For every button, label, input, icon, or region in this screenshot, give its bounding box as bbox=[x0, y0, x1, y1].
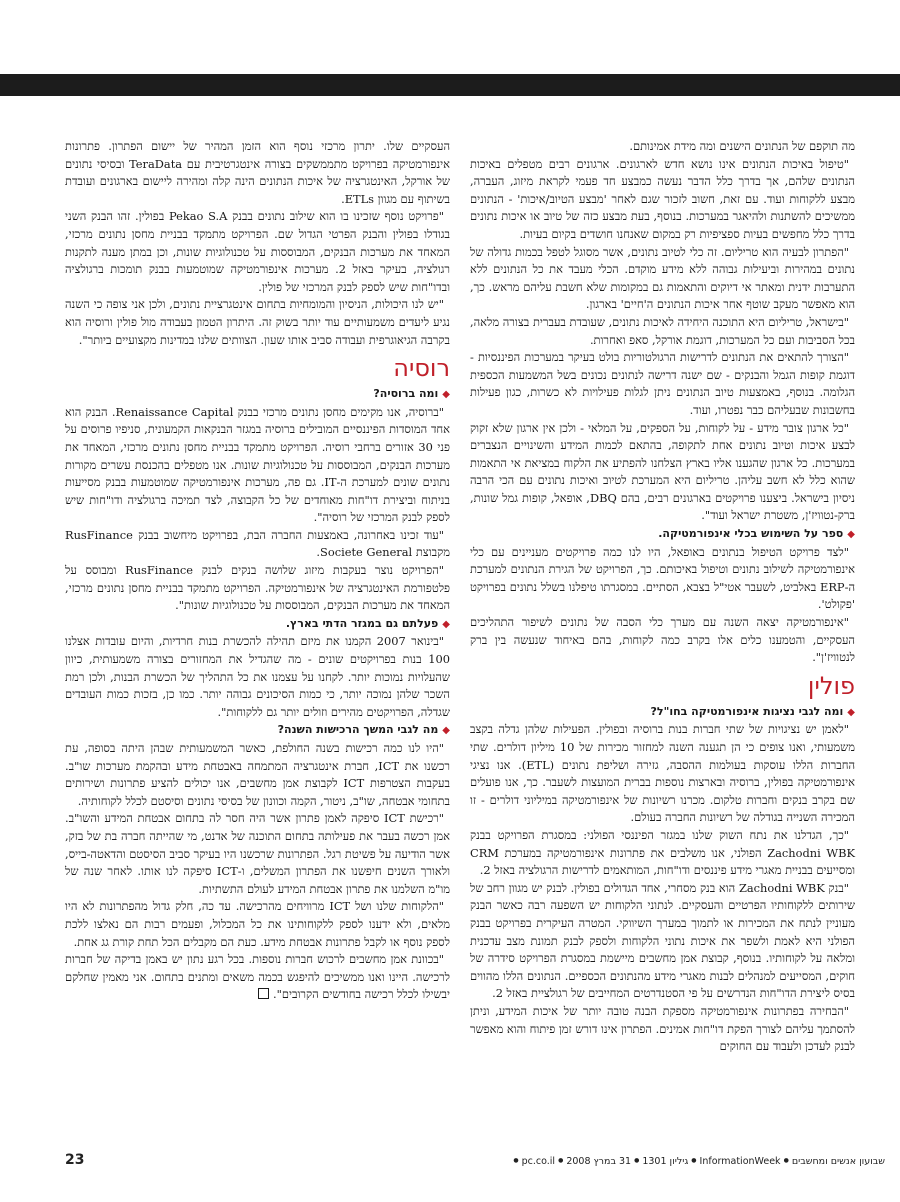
question-text: מה לגבי המשך הרכישות השנה? bbox=[277, 723, 439, 737]
question-heading bbox=[470, 703, 855, 722]
paragraph: "אינפורמטיקה יצאה השנה עם מערך כלי הסבה של נתונים לשיפור התהליכים העסקיים, והטמענו כלים אלו בקרב כמה לקוחות, בהם באיחוד שנעשה בין ברק לנטוויז'ן". bbox=[470, 615, 855, 665]
header-bar bbox=[0, 74, 900, 96]
paragraph: "פרויקט נוסף שזכינו בו הוא שילוב נתונים בבנק Pekao S.A בפולין. זהו הבנק השני בגודלו בפולין והבנק הפרטי הגדול שם. הפרויקט מתמקד בבניית מחסן נתונים מרכזי, המאחד את מערכות הבנקים, המבוססות על טכנולוגיות שונות, וכן במתן מענה לתקנות רגולציה, בעיקר באזל 2. מערכות אינפורמטיקה שמוטמעות בבנק תומכות ברגולציה ובדו"חות שיש לספק לבנק המרכזי של פולין. bbox=[65, 209, 450, 294]
footer-magazine: InformationWeek bbox=[699, 1156, 781, 1167]
question-heading bbox=[65, 721, 450, 740]
question-heading bbox=[65, 385, 450, 404]
paragraph: "הבחירה בפתרונות אינפורמטיקה מספקת הבנה טובה יותר של איכות המידע, וניתן להסתמך עליהם לצורך הפקת דו"חות אמינים. הפתרון אינו דורש זמן פיתוח והוא מאפשר לבנק לעדכן ולעבוד עם החוקים bbox=[470, 1003, 855, 1054]
footer-date: 31 במרץ 2008 bbox=[566, 1156, 632, 1167]
section-heading: פולין bbox=[807, 671, 855, 700]
paragraph: מה תוקפם של הנתונים הישנים ומה מידת אמינותם. bbox=[629, 139, 855, 153]
paragraph: "היו לנו כמה רכישות בשנה החולפת, כאשר המשמעותית שבהן היתה בסופה, עת רכשנו את ICT, חברת אינטגרציה המתמחה באבטחת מידע ובהקמת מערכות שו"ב. בעקבות הצטרפות ICT לקבוצת אמן מחשבים, אנו יכולים להציע פתרונות ושירותים בתחומי אבטחה, שו"ב, ניטור, הקמה וכוונון של בסיסי נתונים וסיסטם לכלל לקוחותיה. bbox=[65, 741, 450, 808]
paragraph: "הפתרון לבעיה הוא טריליום. זה כלי לטיוב נתונים, אשר מסוגל לטפל בכמות גדולה של נתונים במהירות וביעילות גבוהה ללא מידע מוקדם. הכלי מעבד את כל הנתונים ללא התערבות ידנית ומאתר אי דיוקים והתאמות גם במקומות שלא חשבת עליהם מראש. כך, הוא מאפשר מעקב שוטף אחר איכות הנתונים ה'חיים' בארגון. bbox=[470, 244, 856, 312]
footer-issue: גיליון 1301 bbox=[642, 1156, 689, 1167]
footer-info: שבועון אנשים ומחשבים●InformationWeek●גיליון 1301●31 במרץ 2008●pc.co.il● bbox=[513, 1156, 885, 1167]
paragraph: העסקיים שלו. יתרון מרכזי נוסף הוא הזמן המהיר של יישום הפתרון. פתרונות אינפורמטיקה בפרויקט מתממשקים בצורה אינטגרטיבית עם TeraData ובסיסי נתונים של אורקל, האינטגרציה של איכות הנתונים הינה קלה ומהירה ליישום בארגונים ועובדת בשיתוף עם מגוון ETLs. bbox=[65, 139, 450, 206]
page-footer bbox=[65, 1154, 885, 1170]
diamond-bullet-icon: ◆ bbox=[442, 725, 450, 737]
paragraph: "יש לנו היכולות, הניסיון והמומחיות בתחום אינטגרציית נתונים, ולכן אני צופה כי השנה נגיע ליעדים משמעותיים עוד יותר בשוק זה. היתרון הטמון בעבודה מול פולין ורוסיה הוא בקרבה הגיאוגרפית ועבודה סביב אותו שעון. הצוותים שלנו במדינות מקצועיים ביותר". bbox=[65, 297, 450, 347]
page-number: 23 bbox=[65, 1152, 85, 1168]
paragraph: "הפרויקט נוצר בעקבות מיזוג שלושה בנקים לבנק RusFinance ומבוסס על פלטפורמת האינטגרציה של אינפורמטיקה. הפרויקט מתמקד בבניית מחסן נתונים מרכזי, המאחד את מערכות הבנקים, המבוססות על טכנולוגיות שונות". bbox=[65, 563, 450, 613]
diamond-bullet-icon: ◆ bbox=[442, 618, 450, 630]
paragraph: "לצד פרויקט הטיפול בנתונים באופאל, היו לנו כמה פרויקטים מעניינים עם כלי אינפורמטיקה לשילוב נתונים וטיפול באיכותם. כך, הפרויקט של הגירת הנתונים למערכת ה-ERP באלביט, לשעבר אטי"ל בצבא, הסתיים. במסגרתו טיפלנו בשלל נתונים בפרויקט 'פקולט'. bbox=[470, 544, 855, 612]
article-column-right bbox=[470, 138, 855, 1056]
paragraph: "הצורך להתאים את הנתונים לדרישות הרגולטוריות בולט בעיקר במערכות הפיננסיות - דוגמת קופות הגמל והבנקים - שם ישנה דרישה לנתונים נכונים בשל המשמעות הכספית הגלומה. בנוסף, באמצעות טיוב הנתונים ניתן לגלות פעילויות לא כשרות, כגון פעילות בחשבונות שבעליהם כבר נפטרו, ועוד. bbox=[470, 350, 855, 417]
paragraph: "בינואר 2007 הקמנו את מיזם תהילה להכשרת בנות חרדיות, והיום עובדות אצלנו 100 בנות בפרויקטים שונים - מה שהגדיל את המחזורים בצורה משמעותית, כיוון שהעלויות נמוכות יותר. לקחנו על עצמנו את כל התהליך של הכשרת הבנות, ולכן רמת השכר שלהן נמוכה יותר, כי כמות הסיכונים גבוהה יותר. כמו כן, בזכות כמות העובדים שגדלה, הפרויקטים מהירים וזולים יותר גם ללקוחות". bbox=[65, 634, 450, 719]
article-column-left bbox=[65, 138, 450, 1004]
question-heading bbox=[65, 615, 450, 634]
section-heading: רוסיה bbox=[393, 354, 450, 383]
footer-publication: שבועון אנשים ומחשבים bbox=[791, 1156, 885, 1167]
paragraph: "ברוסיה, אנו מקימים מחסן נתונים מרכזי בבנק Renaissance Capital. הבנק הוא אחד המוסדות הפיננסיים המובילים ברוסיה במגזר הבנקאות הקמעונית, סניפיו פרוסים על פני 30 אזורים ברחבי רוסיה. הפרויקט מתמקד בבניית מחסן נתונים מרכזי, המאחד את מערכות הבנקים, המבוססות על טכנולוגיות שונות. אנו מטפלים בהכנסת עשרים מקורות נתונים שונים למערכת ה-IT. גם פה, מערכות אינפורמטיקה שמוטמעות בבנק מסייעות בניתוח וביצירת דו"חות מאוחדים של כל הקבוצה, לצד תמיכה ברגולציה ודו"חות שיש לספק לבנק המרכזי של רוסיה". bbox=[65, 404, 451, 525]
question-text: ספר על השימוש בכלי אינפורמטיקה. bbox=[658, 527, 844, 541]
footer-website: pc.co.il bbox=[521, 1156, 556, 1167]
question-text: פעלתם גם במגזר הדתי בארץ. bbox=[285, 616, 439, 630]
diamond-bullet-icon: ◆ bbox=[847, 529, 855, 541]
paragraph: "לאמן יש נציגויות של שתי חברות בנות ברוסיה ובפולין. הפעילות שלהן גדלה בקצב משמעותי, ואנו צופים כי הן תגענה השנה למחזור מכירות של 10 מיליון דולרים. שתי החברות הללו עוסקות בעולמות ההסבה, גזירה ושליפת נתונים (ETL). אנו נציגי אינפורמטיקה בפולין, ברוסיה ובארצות נוספות בברית המועצות לשעבר. כך, אנו פועלים שם בקרב בנקים וחברות טלקום. מכרנו רשיונות של אינפורמטיקה במיליוני דולרים - זו המכירה השנייה בגודלה של רשיונות החברה בעולם. bbox=[470, 722, 855, 825]
paragraph: "עוד זכינו באחרונה, באמצעות החברה הבת, בפרויקט מיחשוב בבנק RusFinance מקבוצת Societe General. bbox=[65, 527, 450, 560]
question-heading bbox=[470, 525, 855, 544]
paragraph: "הלקוחות שלנו ושל ICT מרוויחים מהרכישה. עד כה, חלק גדול מהפתרונות לא היו מלאים, ולא ידענו לספק ללקוחותינו את כל המכלול, ופעמים רבות הם נאלצו ללכת לספק נוסף או לקבל פתרונות אבטחת מידע. כעת הם מקבלים הכל תחת קורת גג אחת. bbox=[65, 899, 450, 949]
paragraph: "כל ארגון צובר מידע - על לקוחות, על הספקים, על המלאי - ולכן אין ארגון שלא זקוק לבצע איכות וטיוב נתונים אחת לתקופה, בהתאם לכמות המידע והשינויים הנצברים במערכות. כל ארגון שהגענו אליו בארץ הצלחנו להפתיע את הלקוח במציאת אי התאמות שהוא כלל לא חשב עליהן. טריליום היא המערכת לטיוב ואיכות נתונים עם הכי הרבה ניסיון בישראל. ביצענו פרויקטים בארגונים רבים, בהם DBQ, אופאל, קופות גמל שונות, ברק-נטוויז'ן, משטרת ישראל ועוד". bbox=[470, 420, 855, 523]
paragraph: "בנק Zachodni WBK הוא בנק מסחרי, אחד הגדולים בפולין. לבנק יש מגוון רחב של שירותים ללקוחותיו הפרטיים והעסקיים. לנתוני הלקוחות יש השפעה רבה כאשר הבנק מעוניין לנתח את המכירות או לתמוך במערך השיווקי. המטרה העיקרית בפרויקט בבנק הפולני היא לאמת ולשפר את איכות נתוני הלקוחות ולספק לבנק תמונת מצב עדכנית ומלאה על לקוחותיו. בנוסף, קבוצת אמן מחשבים מיישמת במסגרת הפרויקט סידרה של חוקים, המסייעים למנהלים לבנות מאגרי מידע מהנתונים הכספיים. הנתונים הללו מהווים בסיס ליצירת הדו"חות הנדרשים על פי הסטנדרטים המחייבים של רגולציית באזל 2. bbox=[470, 880, 855, 1001]
paragraph: "בישראל, טריליום היא התוכנה היחידה לאיכות נתונים, שעובדת בעברית בצורה מלאה, בכל הסביבות ועם כל המערכות, דוגמת אורקל, סאפ ואחרות. bbox=[470, 314, 855, 347]
paragraph: "בכוונת אמן מחשבים לרכוש חברות נוספות. בכל רגע נתון יש באמן בדיקה של חברות לרכישה. היינו ואנו ממשיכים להיפגש בכמה משאים ומתנים בתחום. אני מאמין שחלקם יבשילו לכלל רכישה בחודשים הקרובים". bbox=[65, 952, 450, 1002]
diamond-bullet-icon: ◆ bbox=[847, 706, 855, 718]
paragraph: "כך, הגדלנו את נתח השוק שלנו במגזר הפיננסי הפולני: במסגרת הפרויקט בבנק Zachodni WBK הפולני, אנו משלבים את פתרונות אינפורמטיקה במערכת CRM ומסייעים בבניית מאגרי מידע פיננסים ודו"חות, המותאמים לדרישות הרגולציה באזל 2. bbox=[470, 827, 855, 878]
paragraph: "רכישת ICT סיפקה לאמן פתרון אשר היה חסר לה בתחום אבטחת המידע והשו"ב. אמן רכשה בעבר את פעילותה בתחום התוכנה של אדנט, מי שהייתה חברה בת של בזק, אשר הודיעה על פשיטת רגל. הפתרונות שרכשנו היו בעיקר סביב הסיסטם והדאטה-בייס, ולאורך השנים חיפשנו את הפתרון המשלים, ו-ICT סיפקה לנו אותו. לאחר שנה של מו"מ השלמנו את פתרון אבטחת המידע לעולם התשתיות. bbox=[65, 811, 450, 896]
question-text: ומה ברוסיה? bbox=[373, 387, 439, 401]
question-text: ומה לגבי נציגות אינפורמטיקה בחו"ל? bbox=[650, 704, 844, 718]
end-of-article-icon bbox=[258, 988, 269, 999]
diamond-bullet-icon: ◆ bbox=[442, 389, 450, 401]
paragraph: "טיפול באיכות הנתונים אינו נושא חדש לארגונים. ארגונים רבים מטפלים באיכות הנתונים שלהם, אך בדרך כלל הדבר נעשה כמבצע חד פעמי לקראת מיזוג, העברה, מבצע ללקוחות ועוד. עם זאת, חשוב לזכור שגם לאחר 'מבצע הטיוב/איכות' - הנתונים ממשיכים להשתנות ולהיאגר במערכות. בנוסף, בעת מבצע כזה של טיוב או איכות נתונים בדרך כלל מחפשים בעיות ספציפיות רק במקום שאנחנו חושדים בקיום בעיות. bbox=[470, 156, 855, 241]
